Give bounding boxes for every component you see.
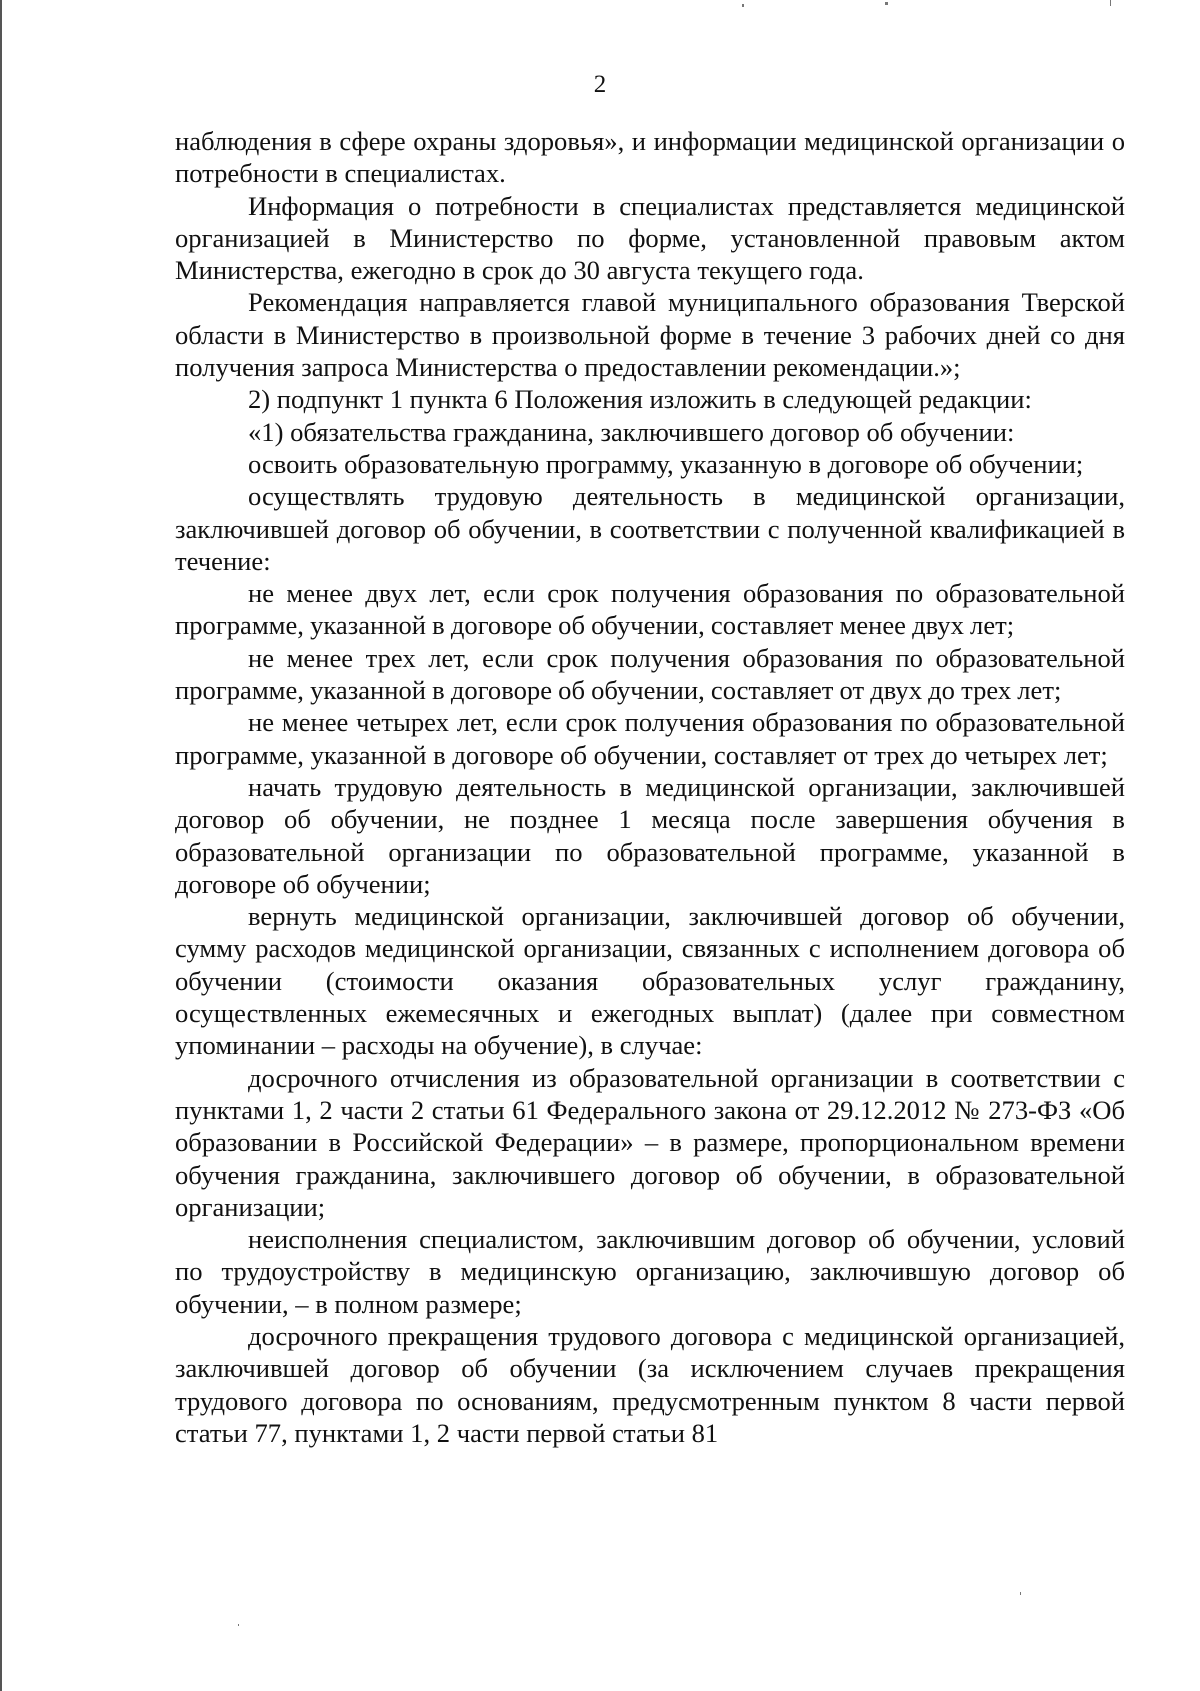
paragraph: досрочного прекращения трудового договора с медицинской организацией, заключившей договор об обучении (за исключением случаев прекращения трудового договора по основаниям, предусмотренным пунктом 8 части первой статьи 77, пунктами 1, 2 части первой статьи 81	[175, 1320, 1125, 1448]
paragraph: освоить образовательную программу, указанную в договоре об обучении;	[248, 448, 1084, 479]
paragraph: Рекомендация направляется главой муниципального образования Тверской области в Министерство в произвольной форме в течение 3 рабочих дней со дня получения запроса Министерства о предоставлении рекомендации.»;	[175, 287, 1125, 383]
paragraph: не менее четырех лет, если срок получения образования по образовательной программе, указанной в договоре об обучении, составляет от трех до четырех лет;	[175, 707, 1125, 770]
scan-speck	[742, 4, 744, 7]
paragraph: Информация о потребности в специалистах представляется медицинской организацией в Министерство по форме, установленной правовым актом Министерства, ежегодно в срок до 30 августа текущего года.	[175, 190, 1125, 286]
paragraph: неисполнения специалистом, заключившим договор об обучении, условий по трудоустройству в медицинскую организацию, заключившую договор об обучении, – в полном размере;	[175, 1224, 1125, 1319]
scan-speck	[238, 1624, 239, 1626]
page-number: 2	[593, 71, 607, 98]
paragraph: осуществлять трудовую деятельность в медицинской организации, заключившей договор об обучении, в соответствии с полученной квалификацией в течение:	[175, 481, 1125, 576]
document-body	[175, 125, 1125, 1449]
paragraph: наблюдения в сфере охраны здоровья», и информации медицинской организации о потребности в специалистах.	[175, 126, 1125, 189]
paragraph: не менее трех лет, если срок получения образования по образовательной программе, указанной в договоре об обучении, составляет от двух до трех лет;	[175, 642, 1125, 706]
scan-speck	[885, 2, 888, 5]
scan-edge	[0, 0, 2, 1691]
paragraph: 2) подпункт 1 пункта 6 Положения изложить в следующей редакции:	[248, 384, 1032, 415]
paragraph: не менее двух лет, если срок получения образования по образовательной программе, указанной в договоре об обучении, составляет менее двух лет;	[175, 578, 1125, 641]
scan-speck	[1020, 1592, 1021, 1595]
paragraph: вернуть медицинской организации, заключившей договор об обучении, сумму расходов медицинской организации, связанных с исполнением договора об обучении (стоимости оказания образовательных услуг гражданину, осуществленных ежемесячных и ежегодных выплат) (далее при совместном упоминании – расходы на обучение), в случае:	[175, 901, 1125, 1061]
scan-speck	[1110, 0, 1111, 6]
paragraph: «1) обязательства гражданина, заключившего договор об обучении:	[248, 416, 1015, 447]
paragraph: начать трудовую деятельность в медицинской организации, заключившей договор об обучении, не позднее 1 месяца после завершения обучения в образовательной организации по образовательной программе, указанной в договоре об обучении;	[175, 771, 1125, 899]
paragraph: досрочного отчисления из образовательной организации в соответствии с пунктами 1, 2 части 2 статьи 61 Федерального закона от 29.12.2012 № 273-ФЗ «Об образовании в Российской Федерации» – в размере, пропорциональном времени обучения гражданина, заключившего договор об обучении, в образовательной организации;	[175, 1062, 1125, 1222]
